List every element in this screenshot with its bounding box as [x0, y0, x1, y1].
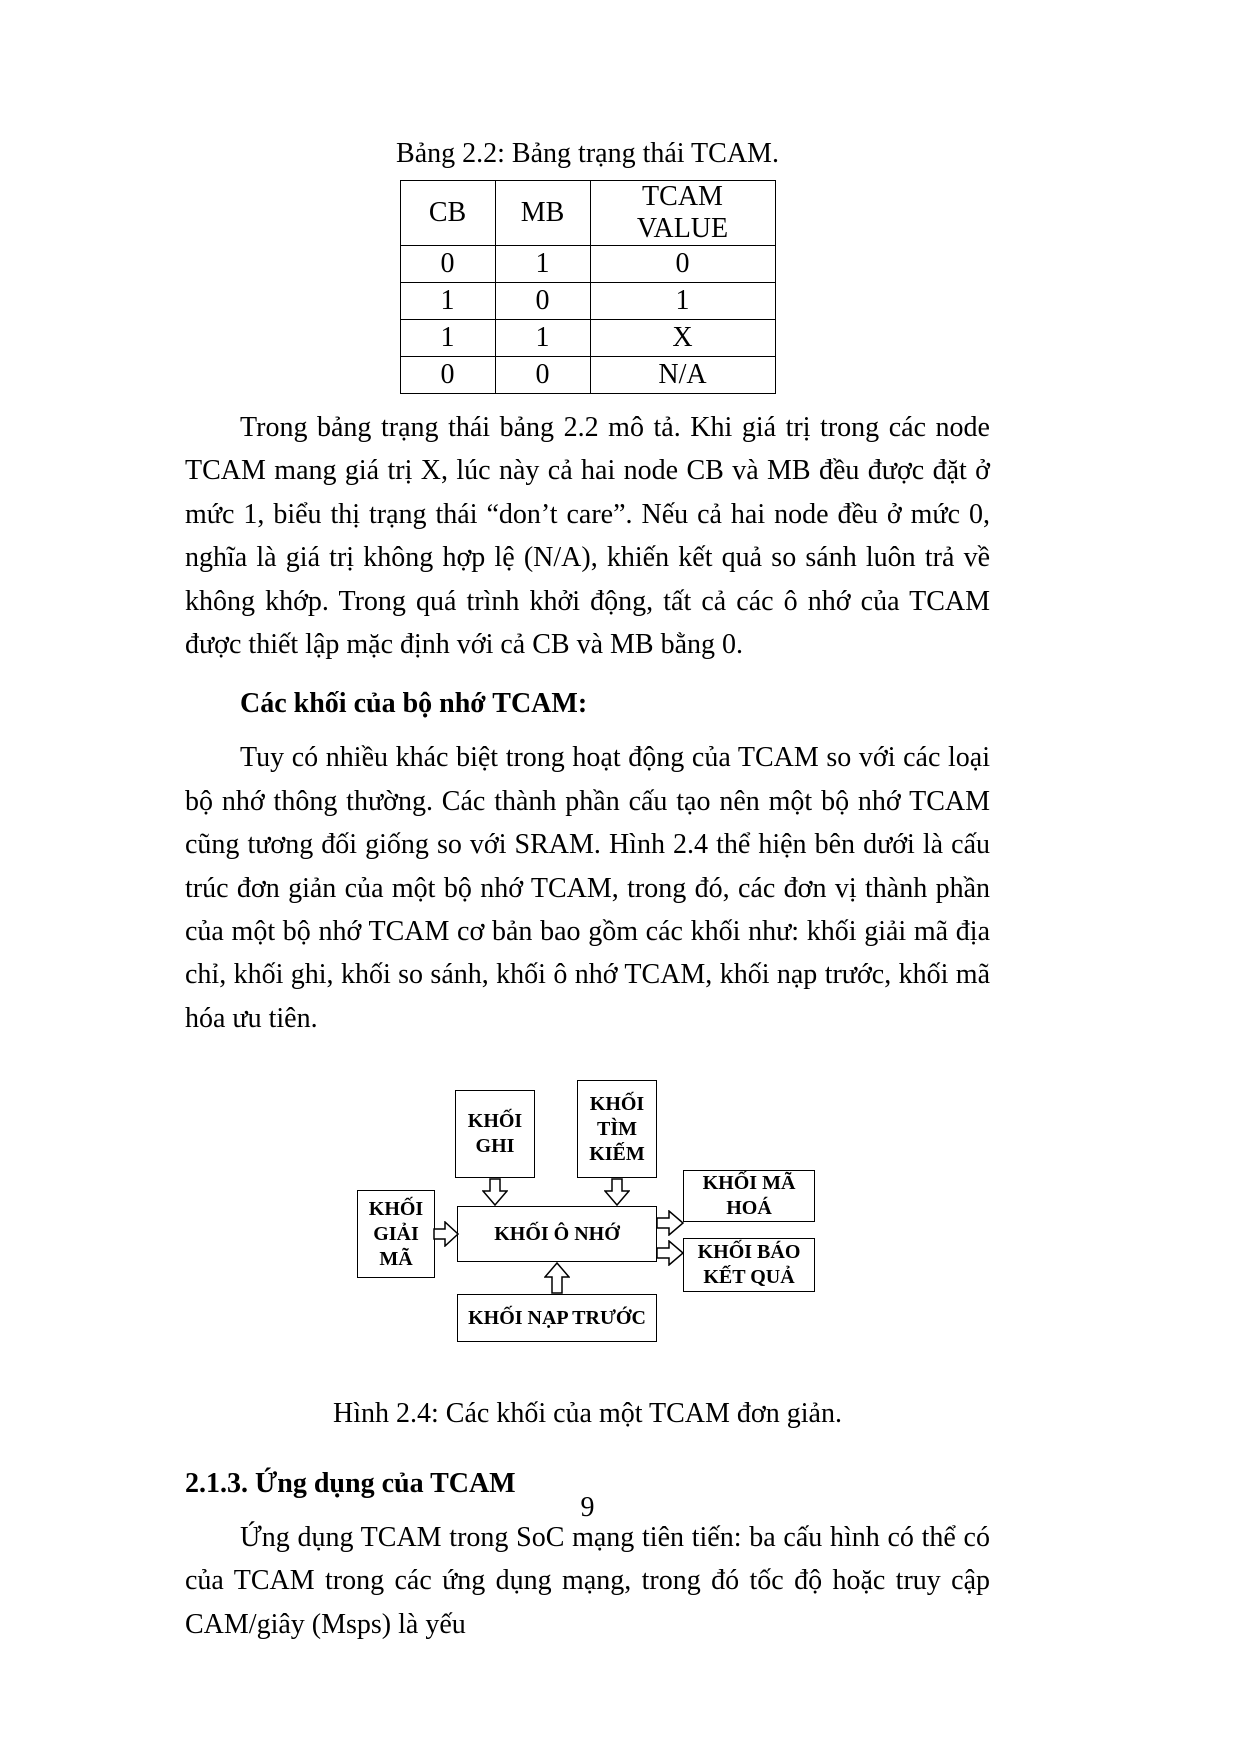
table-header-row [400, 181, 775, 246]
section-heading-blocks: Các khối của bộ nhớ TCAM: [240, 688, 588, 720]
arrow-memory-to-encoder-icon [656, 1210, 684, 1236]
cell: 1 [495, 246, 590, 283]
table-row [400, 320, 775, 357]
arrow-memory-to-result-icon [656, 1240, 684, 1266]
diagram-block-search: KHỐI TÌM KIẾM [577, 1080, 657, 1178]
page-number: 9 [580, 1492, 595, 1523]
table-row [400, 357, 775, 394]
diagram-block-result: KHỐI BÁO KẾT QUẢ [683, 1238, 815, 1292]
arrow-decoder-to-memory-icon [433, 1221, 459, 1247]
col-header-tcam-value: TCAM VALUE [590, 181, 775, 246]
table-row [400, 283, 775, 320]
section-heading-applications: 2.1.3. Ứng dụng của TCAM [185, 1468, 516, 1500]
diagram-block-decoder: KHỐI GIẢI MÃ [357, 1190, 435, 1278]
diagram-block-memory: KHỐI Ô NHỚ [457, 1206, 657, 1262]
col-header-cb: CB [400, 181, 495, 246]
col-header-mb: MB [495, 181, 590, 246]
cell: 0 [495, 357, 590, 394]
table-caption: Bảng 2.2: Bảng trạng thái TCAM. [396, 138, 779, 169]
cell: 1 [590, 283, 775, 320]
arrow-search-to-memory-icon [604, 1178, 630, 1206]
cell: 0 [400, 246, 495, 283]
cell: 0 [590, 246, 775, 283]
cell: 1 [400, 320, 495, 357]
cell: 1 [495, 320, 590, 357]
paragraph-tcam-state: Trong bảng trạng thái bảng 2.2 mô tả. Khi giá trị trong các node TCAM mang giá trị X, lúc này cả hai node CB và MB đều được đặt ở mức 1, biểu thị trạng thái “don’t care”. Nếu cả hai node đều ở mức 0, nghĩa là giá trị không hợp lệ (N/A), khiến kết quả so sánh luôn trả về không khớp. Trong quá trình khởi động, tất cả các ô nhớ của TCAM được thiết lập mặc định với cả CB và MB bằng 0. [185, 412, 990, 660]
figure-caption: Hình 2.4: Các khối của một TCAM đơn giản. [333, 1398, 842, 1430]
tcam-state-table [400, 180, 776, 394]
arrow-precharge-to-memory-icon [544, 1262, 570, 1294]
cell: 0 [495, 283, 590, 320]
arrow-write-to-memory-icon [482, 1178, 508, 1206]
cell: X [590, 320, 775, 357]
diagram-block-write: KHỐI GHI [455, 1090, 535, 1178]
cell: N/A [590, 357, 775, 394]
block-diagram [185, 1078, 990, 1350]
diagram-block-precharge: KHỐI NẠP TRƯỚC [457, 1294, 657, 1342]
table-row [400, 246, 775, 283]
paragraph-tcam-blocks: Tuy có nhiều khác biệt trong hoạt động của TCAM so với các loại bộ nhớ thông thường. Các thành phần cấu tạo nên một bộ nhớ TCAM cũng tương đối giống so với SRAM. Hình 2.4 thể hiện bên dưới là cấu trúc đơn giản của một bộ nhớ TCAM, trong đó, các đơn vị thành phần của một bộ nhớ TCAM cơ bản bao gồm các khối như: khối giải mã địa chỉ, khối ghi, khối so sánh, khối ô nhớ TCAM, khối nạp trước, khối mã hóa ưu tiên. [185, 742, 990, 1034]
paragraph-applications: Ứng dụng TCAM trong SoC mạng tiên tiến: ba cấu hình có thể có của TCAM trong các ứng dụng mạng, trong đó tốc độ hoặc truy cập CAM/giây (Msps) là yếu [185, 1522, 990, 1640]
cell: 1 [400, 283, 495, 320]
cell: 0 [400, 357, 495, 394]
diagram-block-encoder: KHỐI MÃ HOÁ [683, 1170, 815, 1222]
